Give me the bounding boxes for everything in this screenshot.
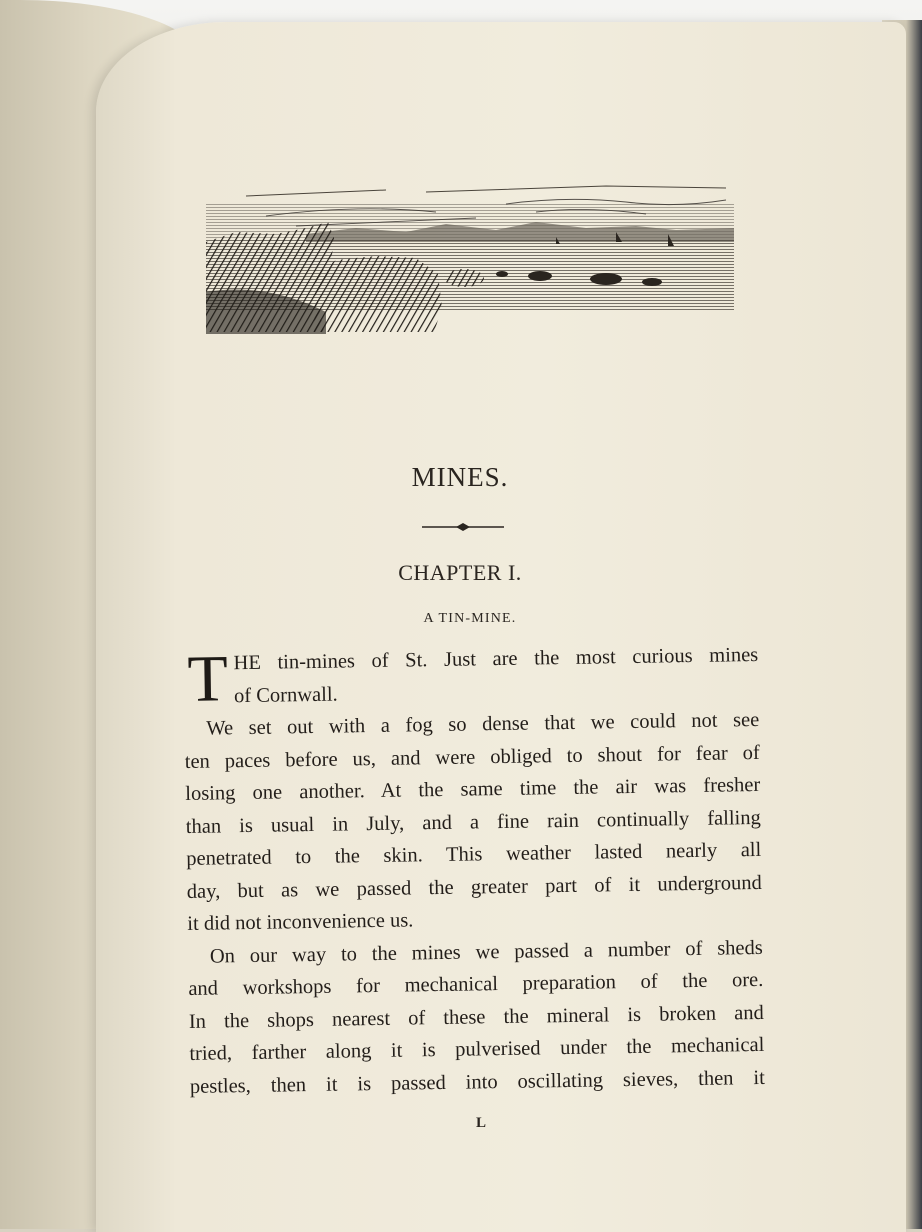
text-line: than is usual in July, and a fine rain continually falling: [185, 806, 761, 838]
text-line: losing one another. At the same time the air was fresher: [185, 773, 761, 805]
text-line: penetrated to the skin. This weather lasted nearly all: [186, 838, 762, 870]
text-line: On our way to the mines we passed a number of sheds: [209, 936, 763, 968]
text-line: tried, farther along it is pulverised under the mechanical: [189, 1033, 765, 1065]
text-line: HE tin-mines of St. Just are the most curious mines: [233, 643, 759, 675]
text-line: of Cornwall.: [233, 683, 338, 707]
body-text: [183, 639, 765, 1103]
text-line: ten paces before us, and were obliged to shout for fear of: [184, 741, 760, 773]
chapter-subtitle: A TIN-MINE.: [423, 611, 517, 626]
drop-cap: T: [186, 642, 229, 716]
text-line: it did not inconvenience us.: [187, 909, 414, 935]
section-title: MINES.: [411, 462, 509, 492]
text-line: and workshops for mechanical preparation of the ore.: [188, 968, 764, 1000]
ornament-divider: [422, 520, 504, 534]
signature-mark: L: [476, 1115, 487, 1131]
text-line: We set out with a fog so dense that we could not see: [206, 708, 760, 740]
chapter-heading: CHAPTER I.: [398, 560, 522, 585]
text-line: pestles, then it is passed into oscillating sieves, then it: [189, 1066, 765, 1098]
text-line: day, but as we passed the greater part of it underground: [186, 871, 762, 903]
text-line: In the shops nearest of these the mineral is broken and: [188, 1001, 764, 1033]
